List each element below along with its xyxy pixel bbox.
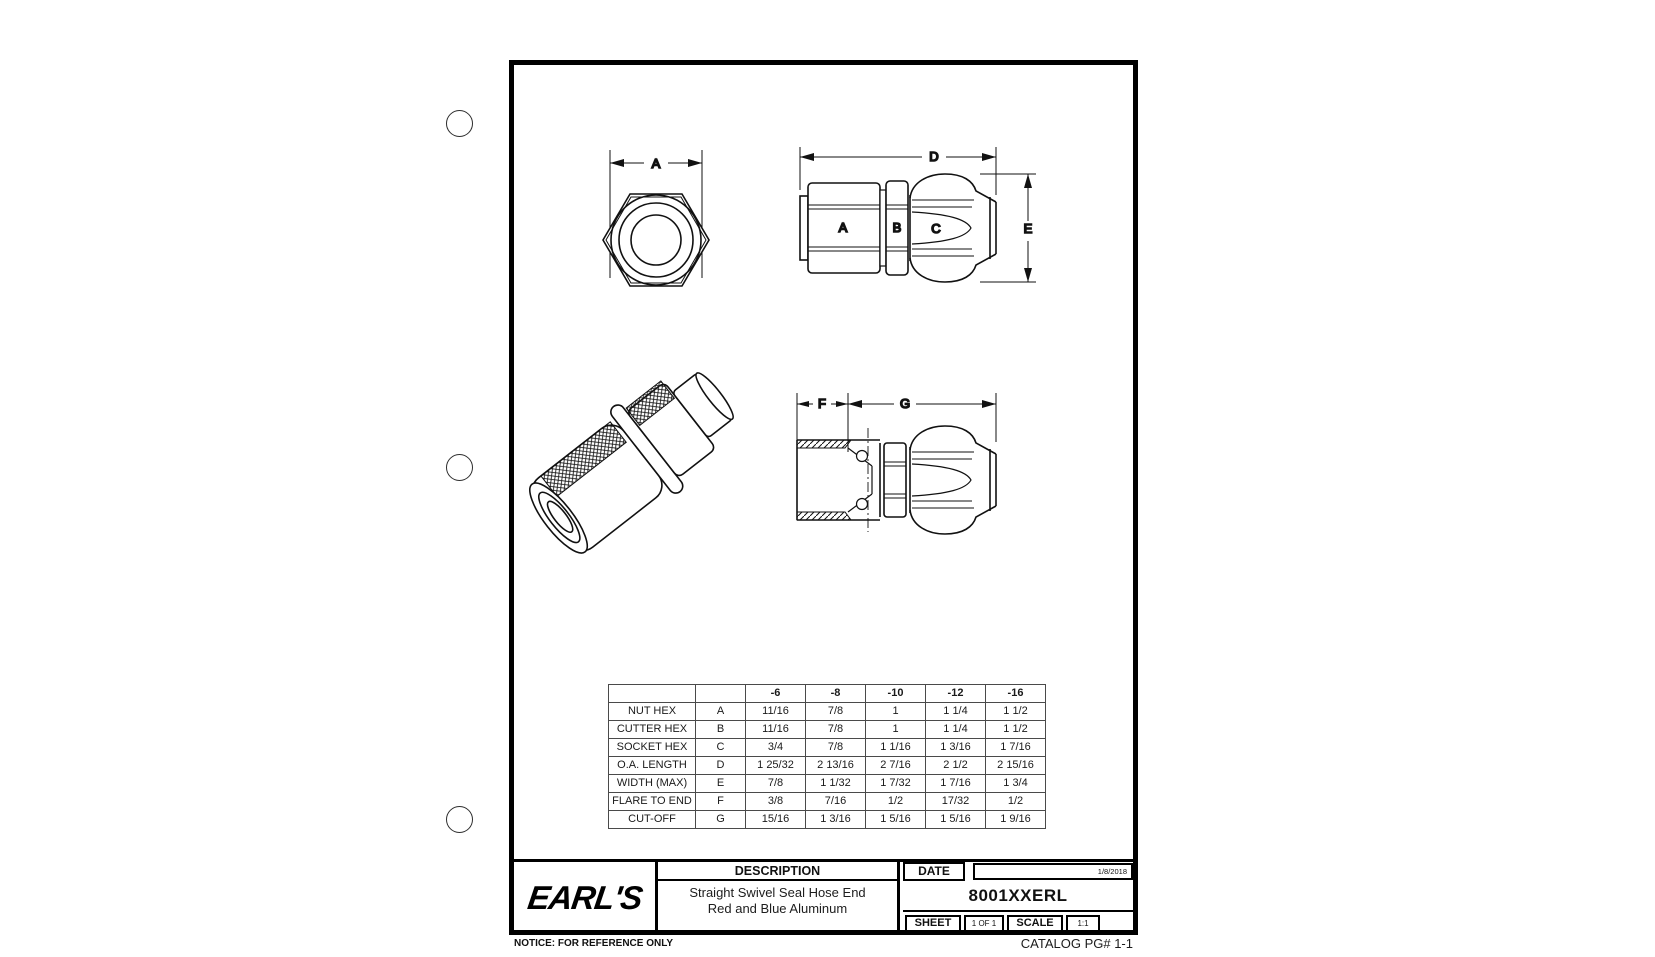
size-table-body [609,703,1046,829]
size-value-cell: 2 15/16 [986,757,1046,775]
size-value-cell: 1 3/4 [986,775,1046,793]
size-value-cell: 1/2 [986,793,1046,811]
size-value-cell: 7/8 [806,721,866,739]
size-table-row [609,721,1046,739]
part-number: 8001XXERL [903,881,1133,912]
dimension-name-cell: FLARE TO END [609,793,696,811]
size-value-cell: 1 1/32 [806,775,866,793]
dimension-name-cell: O.A. LENGTH [609,757,696,775]
size-value-cell: 1 [866,721,926,739]
body-label-a: A [838,220,848,235]
size-value-cell: 1 1/4 [926,721,986,739]
dimension-name-cell: SOCKET HEX [609,739,696,757]
side-view-drawing [800,147,1036,282]
size-table-row [609,811,1046,829]
description-line-2: Red and Blue Aluminum [707,901,848,916]
dim-label-d: D [929,149,939,164]
size-value-cell: 1 1/2 [986,721,1046,739]
size-value-cell: 1 1/2 [986,703,1046,721]
size-table-row [609,703,1046,721]
size-value-cell: 1 7/32 [866,775,926,793]
size-table-corner-cell [696,685,746,703]
dim-label-f: F [818,396,826,411]
size-value-cell: 1 5/16 [926,811,986,829]
sheet-value: 1 OF 1 [964,915,1004,932]
size-table-corner-cell [609,685,696,703]
brand-logo: EARL'S [525,878,645,916]
description-column [658,862,900,933]
reference-notice: NOTICE: FOR REFERENCE ONLY [514,938,674,949]
scale-value: 1:1 [1066,915,1100,932]
size-value-cell: 1 3/16 [806,811,866,829]
size-value-cell: 11/16 [746,703,806,721]
dimension-letter-cell: D [696,757,746,775]
size-value-cell: 7/8 [806,703,866,721]
size-value-cell: 7/16 [806,793,866,811]
size-table-row [609,793,1046,811]
scale-label: SCALE [1007,915,1063,932]
dimension-name-cell: CUT-OFF [609,811,696,829]
size-value-cell: 2 1/2 [926,757,986,775]
size-value-cell: 11/16 [746,721,806,739]
size-value-cell: 15/16 [746,811,806,829]
size-value-cell: 1 1/4 [926,703,986,721]
size-table-col-header: -12 [926,685,986,703]
size-table-header-row [609,685,1046,703]
description-header: DESCRIPTION [658,862,897,881]
dim-label-g: G [899,396,911,411]
title-block-right-column [903,862,1133,933]
dimension-letter-cell: A [696,703,746,721]
size-value-cell: 1 3/16 [926,739,986,757]
isometric-view-drawing [514,350,753,570]
size-table-col-header: -10 [866,685,926,703]
sheet-label: SHEET [905,915,961,932]
size-table-head [609,685,1046,703]
size-value-cell: 1 7/16 [986,739,1046,757]
size-value-cell: 1 1/16 [866,739,926,757]
dimension-letter-cell: B [696,721,746,739]
dim-label-e: E [1023,221,1033,236]
size-value-cell: 3/8 [746,793,806,811]
size-value-cell: 2 13/16 [806,757,866,775]
size-table-col-header: -16 [986,685,1046,703]
size-value-cell: 1 25/32 [746,757,806,775]
size-table-col-header: -8 [806,685,866,703]
dimension-letter-cell: G [696,811,746,829]
dimension-letter-cell: C [696,739,746,757]
size-value-cell: 7/8 [746,775,806,793]
title-block [514,859,1133,930]
dimension-letter-cell: F [696,793,746,811]
dim-label-a-front: A [651,156,661,171]
dimension-name-cell: NUT HEX [609,703,696,721]
dimension-name-cell: CUTTER HEX [609,721,696,739]
section-view-drawing [797,393,996,534]
size-table-row [609,757,1046,775]
size-table [608,684,1046,829]
size-value-cell: 2 7/16 [866,757,926,775]
size-value-cell: 17/32 [926,793,986,811]
dimension-letter-cell: E [696,775,746,793]
size-table-row [609,775,1046,793]
size-value-cell: 1 9/16 [986,811,1046,829]
size-value-cell: 1 [866,703,926,721]
date-value: 1/8/2018 [973,863,1133,880]
body-label-c: C [931,221,941,236]
size-table-row [609,739,1046,757]
catalog-page-reference: CATALOG PG# 1-1 [1020,936,1133,951]
description-line-1: Straight Swivel Seal Hose End [689,885,866,900]
size-value-cell: 3/4 [746,739,806,757]
size-value-cell: 1 7/16 [926,775,986,793]
size-value-cell: 1/2 [866,793,926,811]
body-label-b: B [892,220,902,235]
size-value-cell: 7/8 [806,739,866,757]
logo-cell [514,862,658,933]
front-view-drawing [603,150,709,286]
size-value-cell: 1 5/16 [866,811,926,829]
size-table-col-header: -6 [746,685,806,703]
date-label: DATE [903,862,965,881]
dimension-name-cell: WIDTH (MAX) [609,775,696,793]
